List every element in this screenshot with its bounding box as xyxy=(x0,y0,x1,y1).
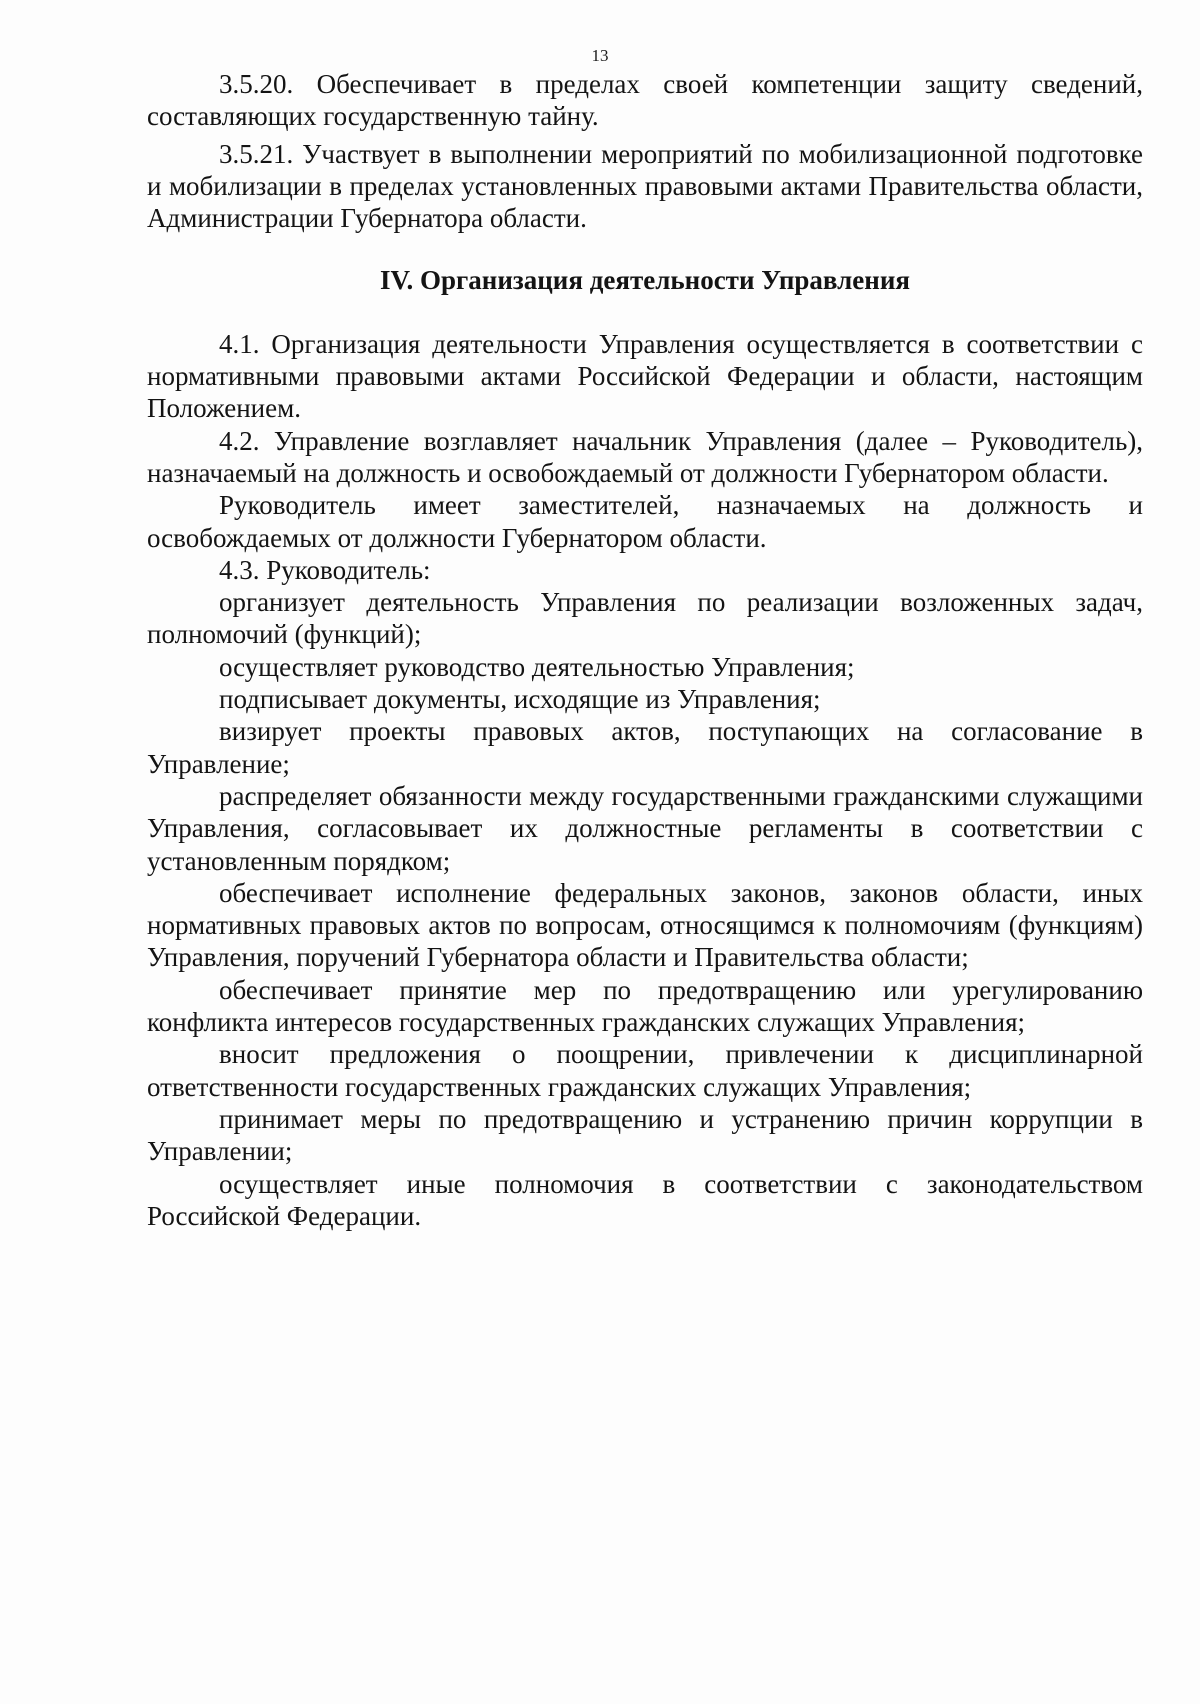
duty-endorses: визирует проекты правовых актов, поступающих на согласование в Управление; xyxy=(147,716,1143,779)
paragraph-4-1: 4.1. Организация деятельности Управления осуществляется в соответствии с нормативными правовыми актами Российской Федерации и области, настоящим Положением. xyxy=(147,328,1143,424)
page-number: 13 xyxy=(591,46,609,65)
paragraph-deputies: Руководитель имеет заместителей, назначаемых на должность и освобождаемых от должности Губернатором области. xyxy=(147,490,1143,553)
duty-conflict-of-interest: обеспечивает принятие мер по предотвращению или урегулированию конфликта интересов государственных гражданских служащих Управления; xyxy=(147,974,1143,1038)
duty-proposals: вносит предложения о поощрении, привлечении к дисциплинарной ответственности государственных гражданских служащих Управления; xyxy=(147,1039,1143,1102)
paragraph-3-5-20: 3.5.20. Обеспечивает в пределах своей компетенции защиту сведений, составляющих государственную тайну. xyxy=(147,69,1143,132)
paragraph-4-3: 4.3. Руководитель: xyxy=(219,554,431,585)
duty-anti-corruption: принимает меры по предотвращению и устранению причин коррупции в Управлении; xyxy=(147,1103,1143,1167)
paragraph-3-5-21: 3.5.21. Участвует в выполнении мероприятий по мобилизационной подготовке и мобилизации в пределах установленных правовыми актами Правительства области, Администрации Губернатора области. xyxy=(147,138,1143,234)
section-heading: IV. Организация деятельности Управления xyxy=(379,265,911,296)
duty-signs: подписывает документы, исходящие из Управления; xyxy=(219,684,821,715)
duty-other-powers: осуществляет иные полномочия в соответствии с законодательством Российской Федерации. xyxy=(147,1168,1143,1231)
duty-manages: осуществляет руководство деятельностью Управления; xyxy=(219,651,855,682)
document-body xyxy=(147,68,1143,1232)
duty-ensures-execution: обеспечивает исполнение федеральных законов, законов области, иных нормативных правовых актов по вопросам, относящимся к полномочиям (функциям) Управления, поручений Губернатора области и Правительства области; xyxy=(147,877,1143,973)
duty-distributes: распределяет обязанности между государственными гражданскими служащими Управления, согласовывает их должностные регламенты в соответствии с установленным порядком; xyxy=(147,780,1143,876)
paragraph-4-2: 4.2. Управление возглавляет начальник Управления (далее – Руководитель), назначаемый на должность и освобождаемый от должности Губернатором области. xyxy=(147,425,1143,488)
duty-organizes: организует деятельность Управления по реализации возложенных задач, полномочий (функций); xyxy=(147,587,1143,650)
